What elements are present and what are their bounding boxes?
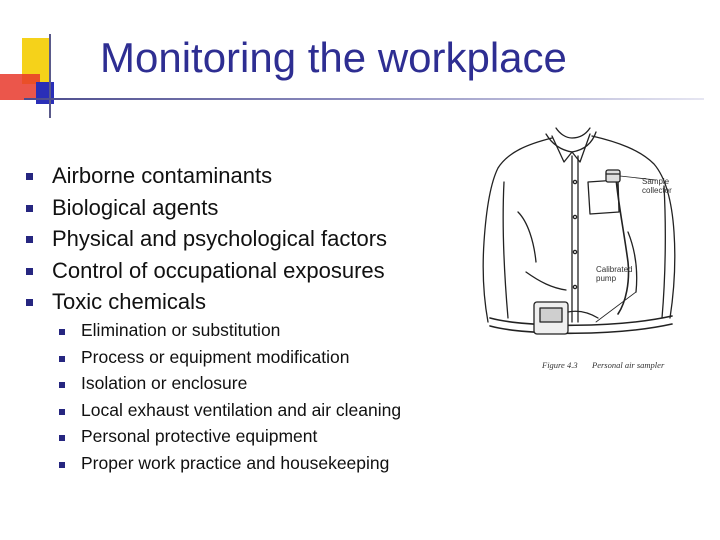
square-bullet-icon	[59, 329, 65, 335]
pump-label-line1: Calibrated	[596, 265, 633, 274]
sub-bullet-text: Local exhaust ventilation and air cleaning	[81, 399, 402, 420]
figure-caption-number: Figure 4.3	[542, 360, 578, 370]
bullet-text: Control of occupational exposures	[52, 257, 385, 283]
square-bullet-icon	[26, 299, 33, 306]
square-bullet-icon	[59, 409, 65, 415]
square-bullet-icon	[26, 205, 33, 212]
figure-caption-text: Personal air sampler	[592, 360, 665, 370]
bullet-text: Toxic chemicals	[52, 289, 207, 314]
sample-collector-label-line2: collector	[642, 186, 672, 195]
sub-bullet-text: Proper work practice and housekeeping	[81, 452, 390, 473]
logo-blue-square	[36, 82, 54, 104]
logo-red-square	[0, 74, 40, 100]
bullet-text: Biological agents	[52, 194, 219, 220]
square-bullet-icon	[26, 173, 33, 180]
square-bullet-icon	[59, 462, 65, 468]
square-bullet-icon	[59, 356, 65, 362]
pump-label-line2: pump	[596, 274, 617, 283]
square-bullet-icon	[26, 236, 33, 243]
sub-bullet-text: Personal protective equipment	[81, 426, 318, 447]
title-underline	[24, 98, 704, 100]
bullet-text: Airborne contaminants	[52, 163, 273, 188]
logo-vertical-line	[49, 34, 51, 118]
sub-bullet-text: Elimination or substitution	[81, 320, 281, 340]
sub-bullet-text: Isolation or enclosure	[81, 373, 248, 394]
sub-bullet-text: Process or equipment modification	[81, 346, 350, 367]
sample-collector-label-line1: Sample	[642, 177, 670, 186]
square-bullet-icon	[59, 435, 65, 441]
square-bullet-icon	[59, 382, 65, 388]
slide-title: Monitoring the workplace	[100, 34, 567, 81]
bullet-text: Physical and psychological factors	[52, 226, 388, 251]
personal-air-sampler-illustration	[468, 122, 700, 384]
square-bullet-icon	[26, 268, 33, 275]
